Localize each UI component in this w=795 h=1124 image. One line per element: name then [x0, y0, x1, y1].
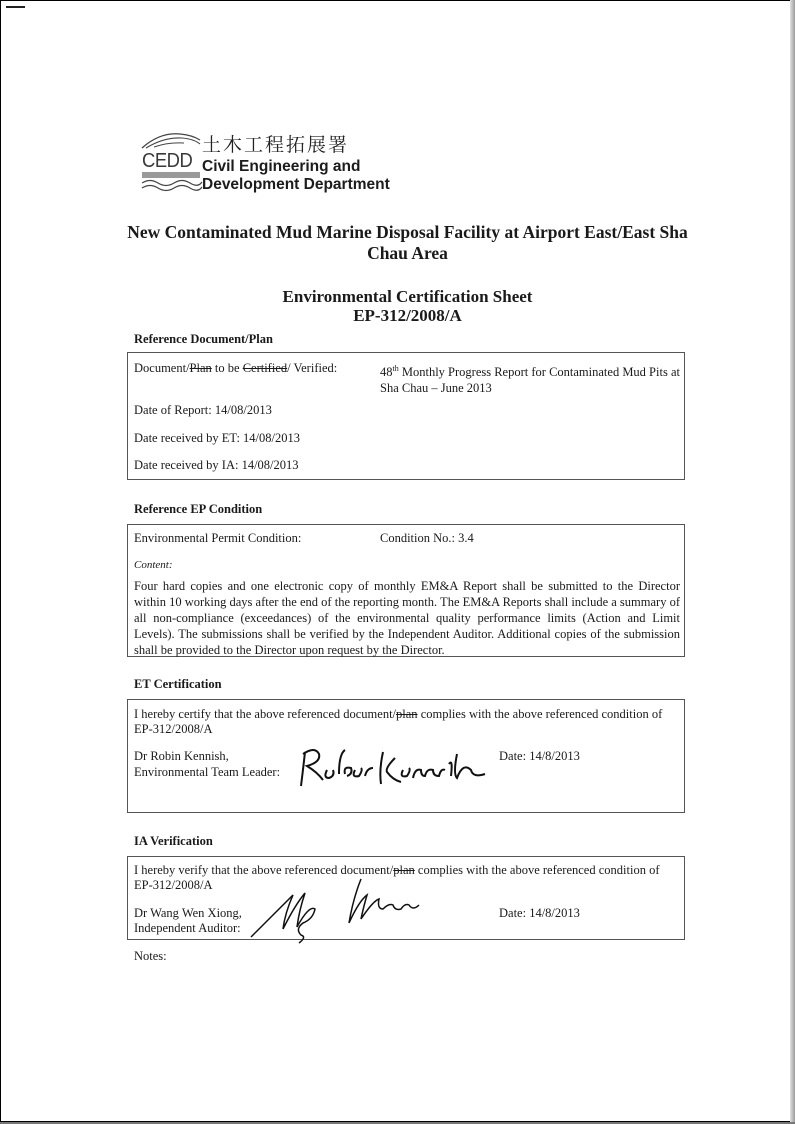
sheet-title-line1: Environmental Certification Sheet [282, 287, 533, 306]
ia-verification-box [127, 856, 685, 940]
permit-condition-label: Environmental Permit Condition: [134, 531, 302, 545]
struck-text: plan [396, 707, 418, 721]
section-heading-ia-verification: IA Verification [134, 834, 213, 848]
cedd-logo [140, 128, 400, 194]
statement-part: complies with the above referenced condition of [414, 863, 660, 877]
et-statement-line2: EP-312/2008/A [134, 722, 213, 736]
ordinal: 48 [380, 365, 393, 380]
condition-number: Condition No.: 3.4 [380, 531, 474, 545]
department-name-line2: Development Department [202, 176, 390, 193]
ia-date: Date: 14/8/2013 [499, 906, 580, 920]
date-received-et: Date received by ET: 14/08/2013 [134, 431, 300, 445]
project-title-line1: New Contaminated Mud Marine Disposal Facility at Airport East/East Sha [127, 222, 688, 242]
ep-condition-box [127, 524, 685, 657]
section-heading-ep-condition: Reference EP Condition [134, 502, 263, 516]
statement-part: complies with the above referenced condition of [417, 707, 663, 721]
document-title [380, 361, 680, 396]
cedd-abbreviation: CEDD [142, 150, 193, 172]
et-date: Date: 14/8/2013 [499, 749, 580, 763]
department-name-english [202, 158, 390, 194]
statement-part: I hereby certify that the above referenced document/ [134, 707, 397, 721]
label-part: Document/ [134, 361, 190, 375]
et-certification-box [127, 699, 685, 813]
date-of-report: Date of Report: 14/08/2013 [134, 403, 272, 417]
reference-document-box [127, 352, 685, 480]
scan-mark [6, 6, 25, 8]
et-signature [293, 740, 493, 792]
department-name-line1: Civil Engineering and [202, 158, 361, 175]
document-label [134, 361, 337, 376]
label-part: / Verified: [287, 361, 338, 375]
ia-signatory-role: Independent Auditor: [134, 921, 241, 935]
et-signatory-name: Dr Robin Kennish, [134, 749, 229, 763]
struck-text: Plan [189, 361, 212, 375]
document-title-line1: Monthly Progress Report for Contaminated Mud Pits at [398, 365, 680, 380]
permit-number: EP-312/2008/A [353, 306, 462, 325]
label-part: to be [211, 361, 243, 375]
struck-text: Certified [242, 361, 288, 375]
notes-label: Notes: [134, 949, 167, 963]
project-title-line2: Chau Area [367, 243, 448, 263]
ia-signatory-name: Dr Wang Wen Xiong, [134, 906, 242, 920]
ia-signature [243, 865, 433, 945]
statement-part: I hereby verify that the above referenced document/ [134, 863, 394, 877]
project-title [120, 222, 695, 264]
section-heading-reference-document: Reference Document/Plan [134, 332, 273, 346]
page-shadow-right [790, 0, 795, 1124]
condition-content: Four hard copies and one electronic copy of monthly EM&A Report shall be submitted to the Director within 10 working days after the end of the reporting month. The EM&A Reports shall include a summary of all non-compliance (exceedances) of the environmental quality performance limits (Action and Limit Levels). The submissions shall be verified by the Independent Auditor. Additional copies of the submission shall be provided to the Director upon request by the Director. [134, 579, 680, 657]
sheet-title [120, 287, 695, 325]
date-received-ia: Date received by IA: 14/08/2013 [134, 458, 299, 472]
et-statement [134, 707, 662, 722]
ordinal-suffix: th [392, 364, 399, 373]
content-label: Content: [134, 559, 173, 571]
ia-statement-line2: EP-312/2008/A [134, 878, 213, 892]
section-heading-et-certification: ET Certification [134, 677, 222, 691]
struck-text: plan [393, 863, 415, 877]
et-signatory-role: Environmental Team Leader: [134, 765, 281, 779]
document-title-line2: Sha Chau – June 2013 [380, 381, 492, 396]
department-name-chinese: 土木工程拓展署 [202, 134, 350, 156]
